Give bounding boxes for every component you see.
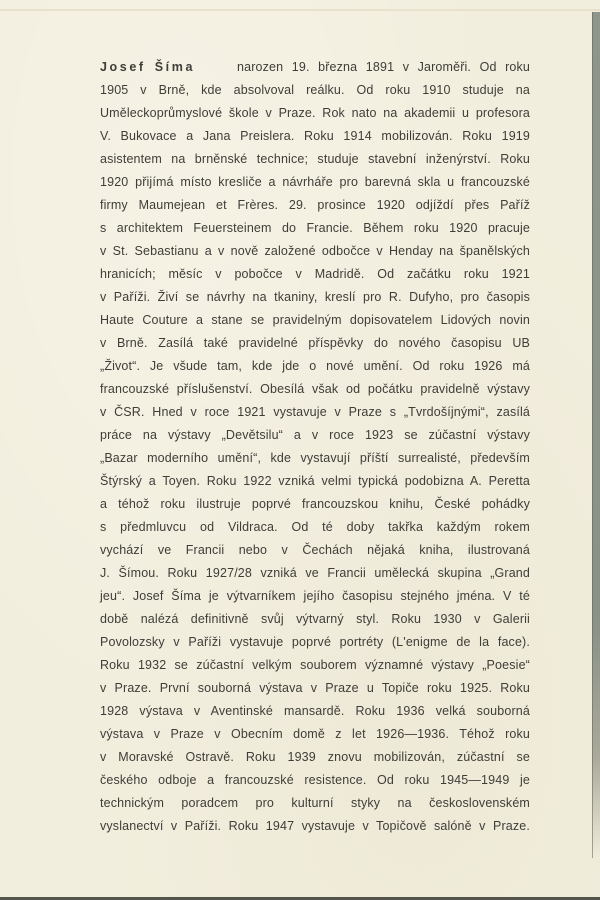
text-line: firmy Maumejean et Frères. 29. prosince 1920 odjíždí přes Paříž	[100, 198, 530, 212]
text-line: v ČSR. Hned v roce 1921 vystavuje v Praze s „Tvrdošíjnými“, zasílá	[100, 405, 530, 419]
text-line: v Brně. Zasílá také pravidelné příspěvky do nového časopisu UB	[100, 336, 530, 350]
text-line: 1928 výstava v Aventinské mansardě. Roku 1936 velká souborná	[100, 704, 530, 718]
text-line: 1920 přijímá místo kresliče a návrháře pro barevná skla u francouzské	[100, 175, 530, 189]
text-line: francouzské příslušenství. Obesílá však od počátku pravidelně výstavy	[100, 382, 530, 396]
text-line: J. Šímou. Roku 1927/28 vzniká ve Francii umělecká skupina „Grand	[100, 566, 530, 580]
first-line	[100, 56, 530, 79]
text-line: asistentem na brněnské technice; studuje stavební inženýrství. Roku	[100, 152, 530, 166]
biography-text	[100, 56, 530, 838]
text-line: Roku 1932 se zúčastní velkým souborem významné výstavy „Poesie“	[100, 658, 530, 672]
text-line: jeu“. Josef Šíma je výtvarníkem jejího časopisu stejného jména. V té	[100, 589, 530, 603]
text-line: době nalézá definitivně svůj výtvarný styl. Roku 1930 v Galerii	[100, 612, 530, 626]
text-line: s architektem Feuersteinem do Francie. Během roku 1920 pracuje	[100, 221, 530, 235]
text-line: technickým poradcem pro kulturní styky na československém	[100, 796, 530, 810]
text-line: výstava v Praze v Obecním domě z let 1926—1936. Téhož roku	[100, 727, 530, 741]
text-line: „Bazar moderního umění“, kde vystavují příští surrealisté, především	[100, 451, 530, 465]
text-line: V. Bukovace a Jana Preislera. Roku 1914 mobilizován. Roku 1919	[100, 129, 530, 143]
text-line: 1905 v Brně, kde absolvoval reálku. Od roku 1910 studuje na	[100, 83, 530, 97]
text-line: vychází ve Francii nebo v Čechách nějaká kniha, ilustrovaná	[100, 543, 530, 557]
text-line: v Moravské Ostravě. Roku 1939 znovu mobilizován, zúčastní se	[100, 750, 530, 764]
text-line: Haute Couture a stane se pravidelným dopisovatelem Lidových novin	[100, 313, 530, 327]
text-line: Štýrský a Toyen. Roku 1922 vzniká velmi typická podobizna A. Peretta	[100, 474, 530, 488]
text-line: práce na výstavy „Devětsilu“ a v roce 1923 se zúčastní výstavy	[100, 428, 530, 442]
first-line-rest: narozen 19. března 1891 v Jaroměři. Od roku	[237, 60, 530, 74]
scan-top-band	[0, 9, 600, 11]
text-line: s předmluvcu od Vildraca. Od té doby takřka každým rokem	[100, 520, 530, 534]
text-line: „Život“. Je všude tam, kde jde o nové umění. Od roku 1926 má	[100, 359, 530, 373]
text-line: v Paříži. Živí se návrhy na tkaniny, kreslí pro R. Dufyho, pro časopis	[100, 290, 530, 304]
text-line: českého odboje a francouzské resistence. Od roku 1945—1949 je	[100, 773, 530, 787]
scan-edge-right	[592, 12, 600, 858]
text-line: vyslanectví v Paříži. Roku 1947 vystavuje v Topičově salóně v Praze.	[100, 819, 530, 833]
biography-name: Josef Šíma	[100, 60, 196, 74]
text-line: a téhož roku ilustruje poprvé francouzskou knihu, České pohádky	[100, 497, 530, 511]
text-line: v Praze. První souborná výstava v Praze u Topiče roku 1925. Roku	[100, 681, 530, 695]
text-line: v St. Sebastianu a v nově založené odbočce v Henday na španělských	[100, 244, 530, 258]
text-line: Povolozsky v Paříži vystavuje poprvé portréty (L'enigme de la face).	[100, 635, 530, 649]
text-line: Uměleckoprůmyslové škole v Praze. Rok nato na akademii u profesora	[100, 106, 530, 120]
text-line: hranicích; měsíc v pobočce v Madridě. Od začátku roku 1921	[100, 267, 530, 281]
